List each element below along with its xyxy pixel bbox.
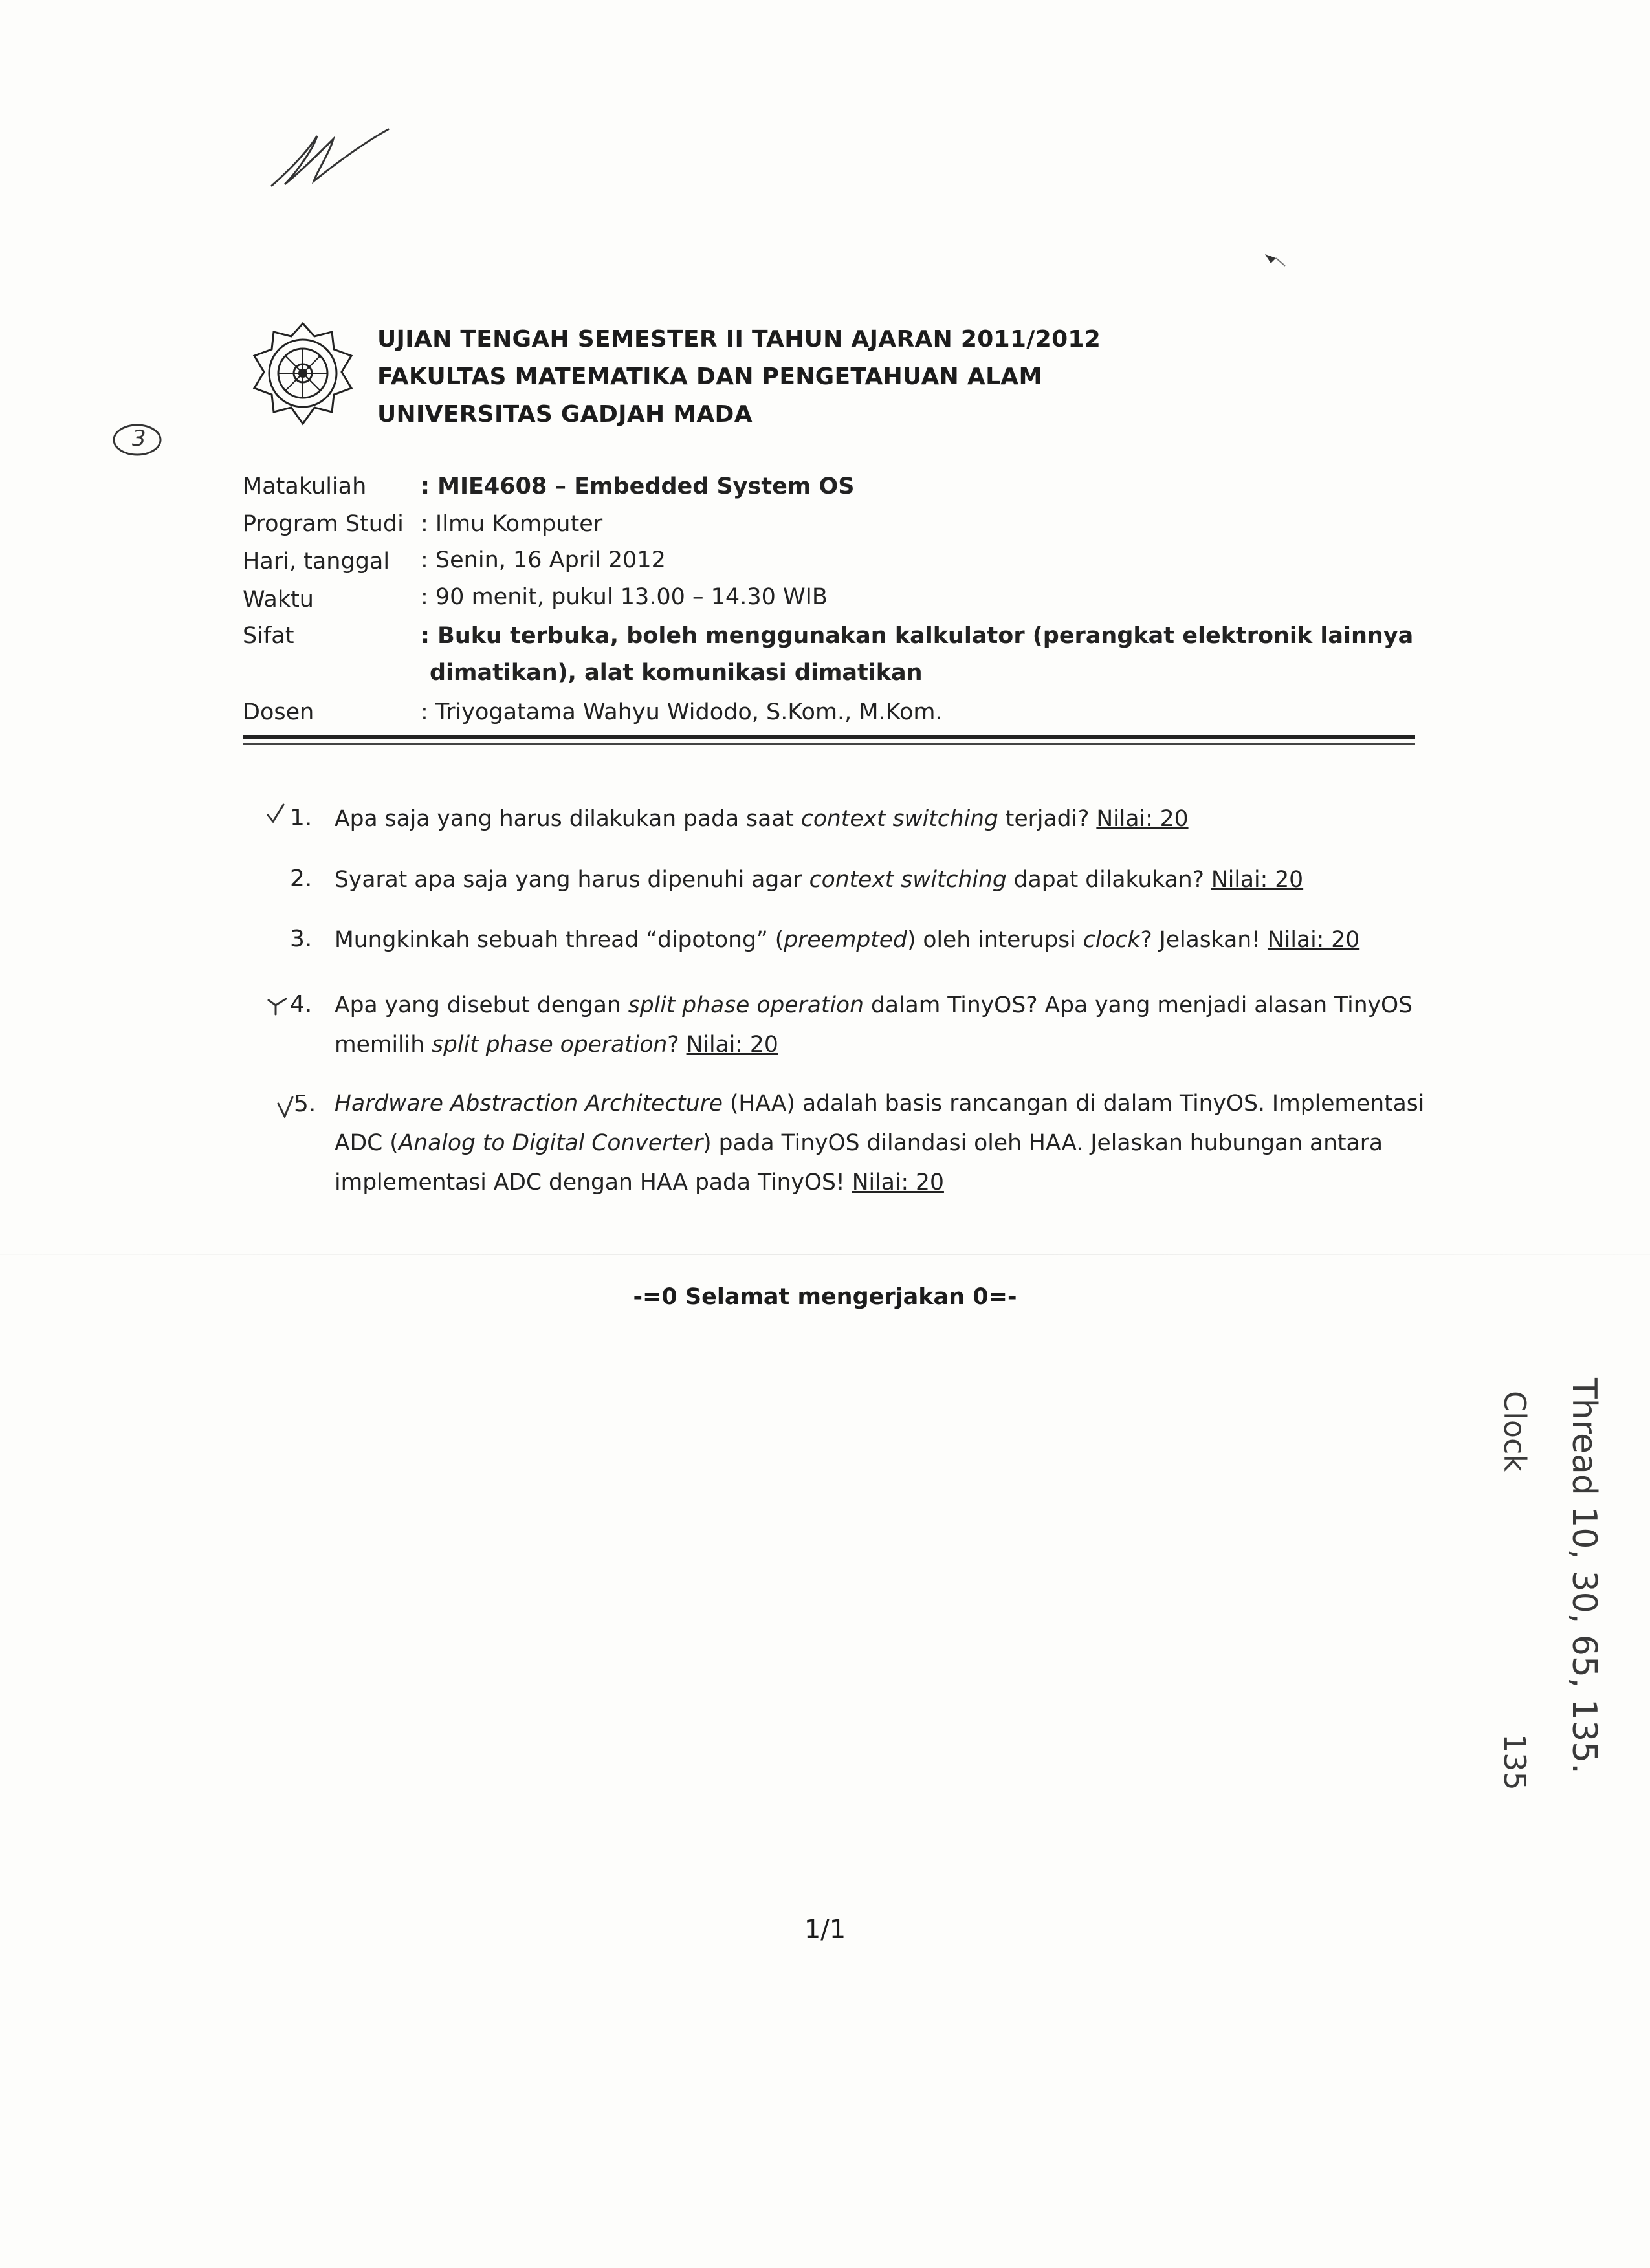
question-term: context switching: [800, 806, 998, 832]
info-value-sifat-line1: : Buku terbuka, boleh menggunakan kalkulator (perangkat elektronik lainnya: [421, 623, 1414, 649]
question-term: Analog to Digital Converter: [398, 1130, 703, 1156]
checkmark-icon: [265, 802, 287, 828]
ugm-seal-icon: [251, 320, 355, 433]
question-5-text: [335, 1084, 1435, 1203]
question-1-text: [335, 800, 1435, 839]
question-text: Syarat apa saja yang harus dipenuhi agar: [335, 867, 809, 893]
question-number: 5.: [294, 1091, 316, 1117]
info-label-dosen: Dosen: [243, 699, 314, 725]
question-term: clock: [1083, 927, 1141, 953]
signature-icon: [269, 126, 391, 191]
closing-message: -=0 Selamat mengerjakan 0=-: [633, 1284, 1017, 1310]
info-label-hari: Hari, tanggal: [243, 549, 390, 574]
question-number: 2.: [290, 866, 313, 892]
question-number: 1.: [290, 805, 313, 831]
info-value-sifat-line2: dimatikan), alat komunikasi dimatikan: [430, 660, 923, 686]
university-title: UNIVERSITAS GADJAH MADA: [377, 401, 753, 428]
question-term: split phase operation: [432, 1032, 668, 1058]
ink-mark-icon: [1262, 249, 1288, 268]
question-score: Nilai: 20: [1267, 927, 1360, 953]
question-text: Apa yang disebut dengan: [335, 992, 628, 1018]
divider-thin: [243, 743, 1415, 745]
question-3-text: [335, 921, 1435, 960]
handwritten-margin-note: Thread 10, 30, 65, 135.: [1565, 1378, 1603, 1774]
question-text: dalam TinyOS? Apa yang menjadi alasan TinyOS memilih: [335, 992, 1413, 1058]
question-term: context switching: [809, 867, 1007, 893]
info-label-sifat: Sifat: [243, 623, 294, 649]
checkmark-icon: [267, 995, 289, 1017]
question-score: Nilai: 20: [1096, 806, 1189, 832]
circled-number-text: 3: [132, 426, 146, 452]
question-text: ? Jelaskan!: [1140, 927, 1268, 953]
info-value-dosen: : Triyogatama Wahyu Widodo, S.Kom., M.Kom.: [421, 699, 943, 725]
question-term: split phase operation: [628, 992, 864, 1018]
info-label-prodi: Program Studi: [243, 511, 404, 537]
question-number: 3.: [290, 926, 313, 952]
info-value-prodi: : Ilmu Komputer: [421, 511, 603, 537]
question-text: terjadi?: [998, 806, 1097, 832]
question-4-text: [335, 986, 1435, 1065]
question-score: Nilai: 20: [686, 1032, 778, 1058]
question-text: (HAA) adalah basis rancangan di dalam TinyOS. Implementasi ADC (: [335, 1091, 1425, 1156]
info-value-matakuliah: : MIE4608 – Embedded System OS: [421, 474, 855, 499]
question-term: Hardware Abstraction Architecture: [335, 1091, 723, 1117]
question-text: Mungkinkah sebuah thread “dipotong” (: [335, 927, 784, 953]
question-text: ) pada TinyOS dilandasi oleh HAA. Jelaskan hubungan antara implementasi ADC dengan HAA pada TinyOS!: [335, 1130, 1383, 1195]
paper-fold-line: [0, 1254, 1650, 1255]
exam-title: UJIAN TENGAH SEMESTER II TAHUN AJARAN 2011/2012: [377, 326, 1101, 353]
handwritten-margin-note: 135: [1497, 1734, 1532, 1791]
question-text: ) oleh interupsi: [907, 927, 1083, 953]
question-text: dapat dilakukan?: [1006, 867, 1211, 893]
question-number: 4.: [290, 991, 313, 1018]
question-text: Apa saja yang harus dilakukan pada saat: [335, 806, 801, 832]
question-score: Nilai: 20: [852, 1170, 944, 1195]
page-number: 1/1: [804, 1915, 846, 1945]
info-label-waktu: Waktu: [243, 587, 314, 613]
handwritten-margin-note: Clock: [1497, 1391, 1532, 1472]
circled-number-annotation: [111, 422, 163, 458]
faculty-title: FAKULTAS MATEMATIKA DAN PENGETAHUAN ALAM: [377, 364, 1042, 390]
question-text: ?: [667, 1032, 687, 1058]
info-label-matakuliah: Matakuliah: [243, 474, 367, 499]
question-2-text: [335, 860, 1435, 900]
question-term: preempted: [784, 927, 907, 953]
info-value-hari: : Senin, 16 April 2012: [421, 547, 666, 573]
info-value-waktu: : 90 menit, pukul 13.00 – 14.30 WIB: [421, 584, 828, 610]
question-score: Nilai: 20: [1211, 867, 1304, 893]
divider-thick: [243, 735, 1415, 739]
